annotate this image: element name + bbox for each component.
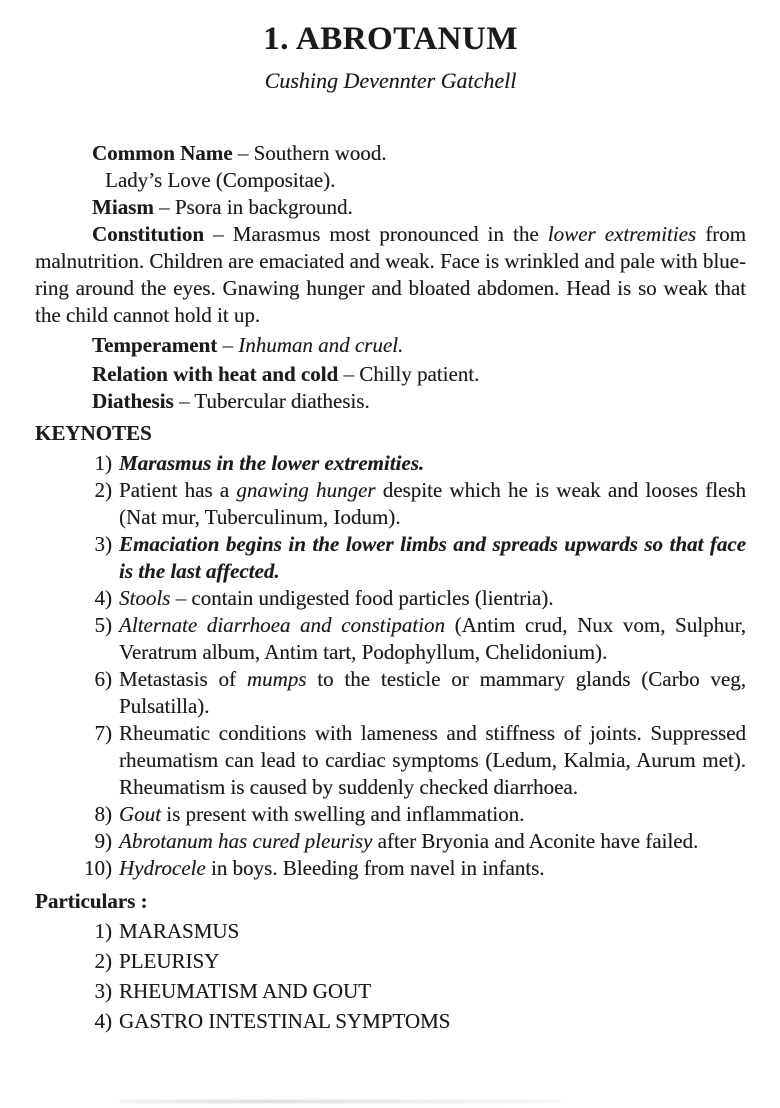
keynote-number: 6) xyxy=(94,667,112,691)
keynote-text: Stools – contain undigested food particles (lientria). xyxy=(119,586,554,610)
keynote-number: 7) xyxy=(94,721,112,745)
keynote-item xyxy=(78,477,746,531)
keynote-text: Metastasis of mumps to the testicle or mammary glands (Carbo veg, Pulsatilla). xyxy=(119,667,746,718)
diathesis-entry xyxy=(35,388,746,415)
keynote-text: Rheumatic conditions with lameness and stiffness of joints. Suppressed rheumatism can lead to cardiac symptoms (Ledum, Kalmia, Aurum met). Rheumatism is caused by suddenly checked diarrhoea. xyxy=(119,721,746,799)
temperament-dash: – xyxy=(217,333,239,357)
keynote-number: 2) xyxy=(94,478,112,502)
miasm-entry xyxy=(35,194,746,221)
particulars-item xyxy=(78,948,746,975)
keynote-item xyxy=(78,828,746,855)
constitution-entry xyxy=(35,221,746,329)
keynote-text: Gout is present with swelling and inflammation. xyxy=(119,802,525,826)
temperament-value: Inhuman and cruel. xyxy=(238,333,404,357)
particulars-text: RHEUMATISM AND GOUT xyxy=(119,979,372,1003)
keynote-item xyxy=(78,666,746,720)
heat-cold-value: – Chilly patient. xyxy=(338,362,480,386)
constitution-label: Constitution xyxy=(92,222,205,246)
scan-artifact xyxy=(120,1100,560,1103)
particulars-text: PLEURISY xyxy=(119,949,220,973)
constitution-italic: lower extremities xyxy=(547,222,697,246)
particulars-number: 2) xyxy=(94,949,112,973)
keynote-text: Hydrocele in boys. Bleeding from navel in infants. xyxy=(119,856,545,880)
temperament-label: Temperament xyxy=(92,333,218,357)
remedy-profile xyxy=(35,140,746,415)
temperament-entry xyxy=(35,332,746,359)
keynote-item xyxy=(78,801,746,828)
particulars-item xyxy=(78,918,746,945)
keynote-number: 5) xyxy=(94,613,112,637)
keynote-item xyxy=(78,531,746,585)
keynote-text: Patient has a gnawing hunger despite which he is weak and looses flesh (Nat mur, Tuberculinum, Iodum). xyxy=(119,478,746,529)
common-name-value: – Southern wood. xyxy=(232,141,387,165)
authors-line: Cushing Devennter Gatchell xyxy=(264,68,517,93)
miasm-label: Miasm xyxy=(92,195,154,219)
particulars-heading: Particulars : xyxy=(35,889,148,913)
particulars-number: 1) xyxy=(94,919,112,943)
common-name-label: Common Name xyxy=(92,141,233,165)
keynote-text: Abrotanum has cured pleurisy after Bryonia and Aconite have failed. xyxy=(119,829,699,853)
keynote-text: Emaciation begins in the lower limbs and spreads upwards so that face is the last affected. xyxy=(119,532,746,583)
keynote-item xyxy=(78,450,746,477)
keynote-text: Marasmus in the lower extremities. xyxy=(119,451,425,475)
miasm-value: – Psora in background. xyxy=(153,195,353,219)
keynote-number: 10) xyxy=(84,856,112,880)
chapter-title: 1. ABROTANUM xyxy=(263,21,518,57)
keynote-number: 8) xyxy=(94,802,112,826)
constitution-text-after: from malnutrition. Children are emaciated and weak. Face is wrinkled and pale with blue-ring around the eyes. Gnawing hunger and bloated abdomen. Head is so weak that the child cannot hold it up. xyxy=(35,222,747,327)
keynote-number: 4) xyxy=(94,586,112,610)
particulars-number: 4) xyxy=(94,1009,112,1033)
keynote-item xyxy=(78,612,746,666)
particulars-text: MARASMUS xyxy=(119,919,240,943)
keynote-number: 3) xyxy=(94,532,112,556)
keynotes-list xyxy=(78,450,746,882)
common-name-entry xyxy=(35,140,746,167)
keynote-text: Alternate diarrhoea and constipation (Antim crud, Nux vom, Sulphur, Veratrum album, Antim tart, Podophyllum, Chelidonium). xyxy=(119,613,746,664)
keynote-number: 9) xyxy=(94,829,112,853)
particulars-number: 3) xyxy=(94,979,112,1003)
diathesis-value: – Tubercular diathesis. xyxy=(173,389,370,413)
keynote-item xyxy=(78,720,746,801)
keynote-number: 1) xyxy=(94,451,112,475)
common-name-line2: Lady’s Love (Compositae). xyxy=(105,168,336,192)
heat-cold-entry xyxy=(35,361,746,388)
particulars-item xyxy=(78,1008,746,1035)
particulars-text: GASTRO INTESTINAL SYMPTOMS xyxy=(119,1009,451,1033)
keynote-item xyxy=(78,585,746,612)
particulars-list xyxy=(78,918,746,1035)
constitution-text-before: – Marasmus most pronounced in the xyxy=(204,222,548,246)
particulars-item xyxy=(78,978,746,1005)
keynote-item xyxy=(78,855,746,882)
heat-cold-label: Relation with heat and cold xyxy=(92,362,339,386)
diathesis-label: Diathesis xyxy=(92,389,174,413)
keynotes-heading: KEYNOTES xyxy=(35,421,152,445)
